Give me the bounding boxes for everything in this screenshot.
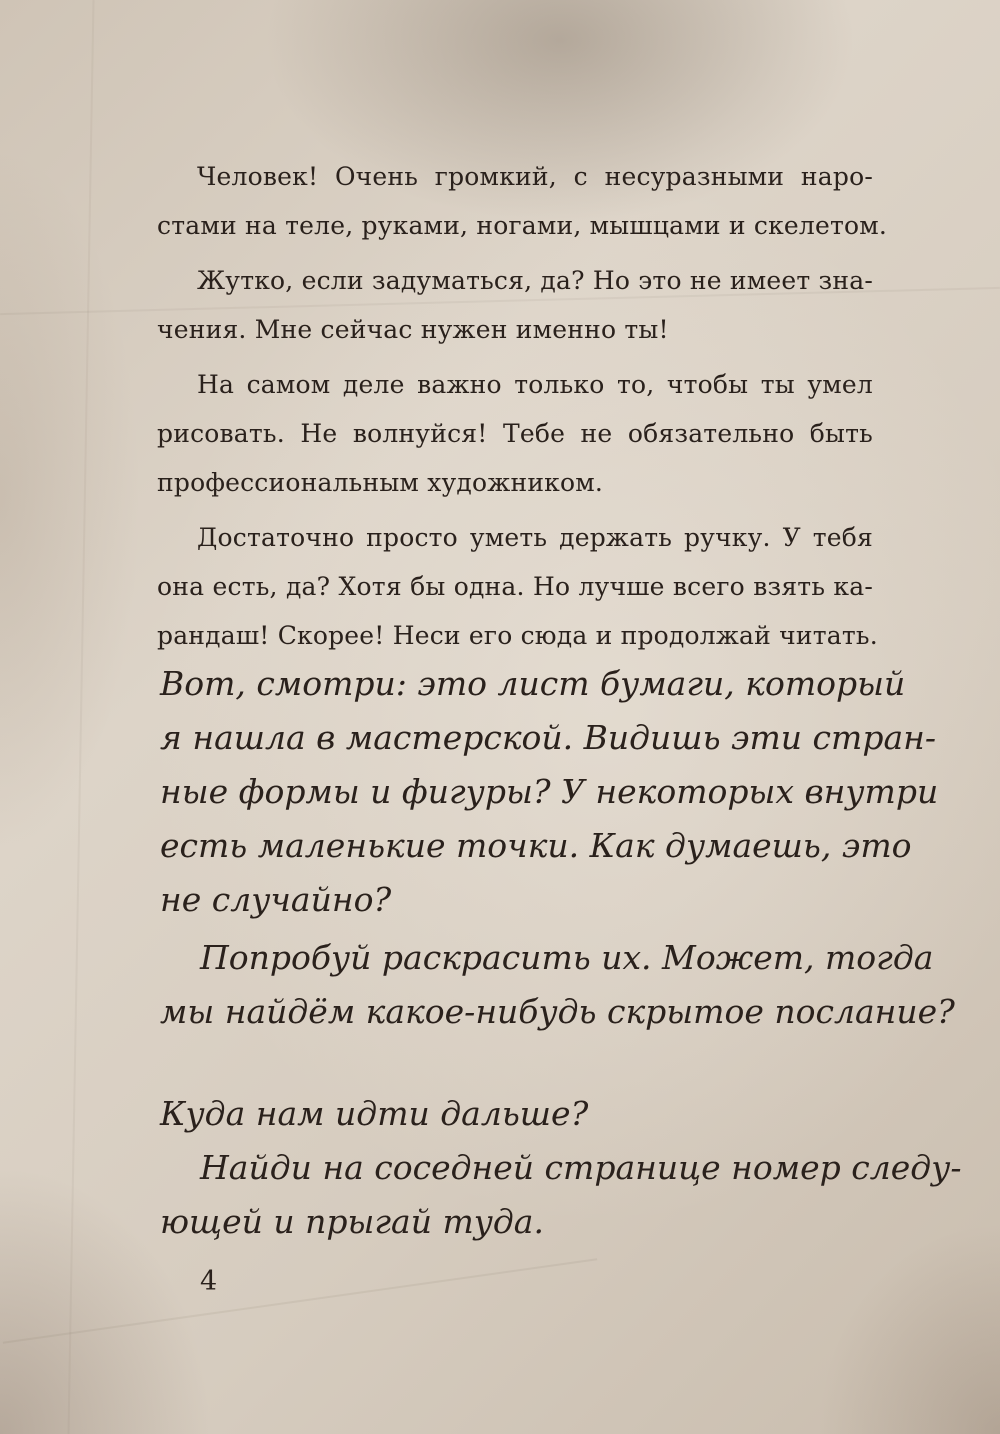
- handwritten-line: есть маленькие точки. Как думаешь, это: [160, 826, 912, 865]
- prose-line: профессиональным художником.: [157, 468, 604, 497]
- page-number: 4: [200, 1266, 218, 1297]
- handwritten-line: не случайно?: [160, 880, 392, 919]
- prose-line: она есть, да? Хотя бы одна. Но лучше всего взять ка-: [157, 572, 873, 601]
- prose-block: [157, 152, 888, 660]
- handwritten-block: [160, 657, 955, 1039]
- handwritten-line: Найди на соседней странице номер следу-: [200, 1148, 962, 1187]
- prose-line: чения. Мне сейчас нужен именно ты!: [157, 315, 669, 344]
- prose-line: Жутко, если задуматься, да? Но это не имеет зна-: [197, 266, 873, 295]
- paper-crease: [3, 1258, 597, 1343]
- handwritten-line: Вот, смотри: это лист бумаги, который: [160, 664, 906, 703]
- handwritten-line: ные формы и фигуры? У некоторых внутри: [160, 772, 939, 811]
- prose-line: На самом деле важно только то, чтобы ты умел: [197, 370, 873, 399]
- handwritten-line: я нашла в мастерской. Видишь эти стран-: [160, 718, 936, 757]
- prose-line: Человек! Очень громкий, с несуразными наро-: [197, 162, 873, 191]
- prose-line: Достаточно просто уметь держать ручку. У тебя: [197, 523, 873, 552]
- paper-crease: [67, 0, 94, 1434]
- prose-line: рандаш! Скорее! Неси его сюда и продолжай читать.: [157, 621, 878, 650]
- handwritten-block: [160, 1087, 962, 1249]
- handwritten-line: мы найдём какое-нибудь скрытое послание?: [160, 992, 955, 1031]
- handwritten-line: ющей и прыгай туда.: [160, 1202, 544, 1241]
- handwritten-line: Попробуй раскрасить их. Может, тогда: [200, 938, 934, 977]
- handwritten-line: Куда нам идти дальше?: [160, 1094, 589, 1133]
- prose-line: рисовать. Не волнуйся! Тебе не обязательно быть: [157, 419, 873, 448]
- prose-line: стами на теле, руками, ногами, мышцами и скелетом.: [157, 211, 888, 240]
